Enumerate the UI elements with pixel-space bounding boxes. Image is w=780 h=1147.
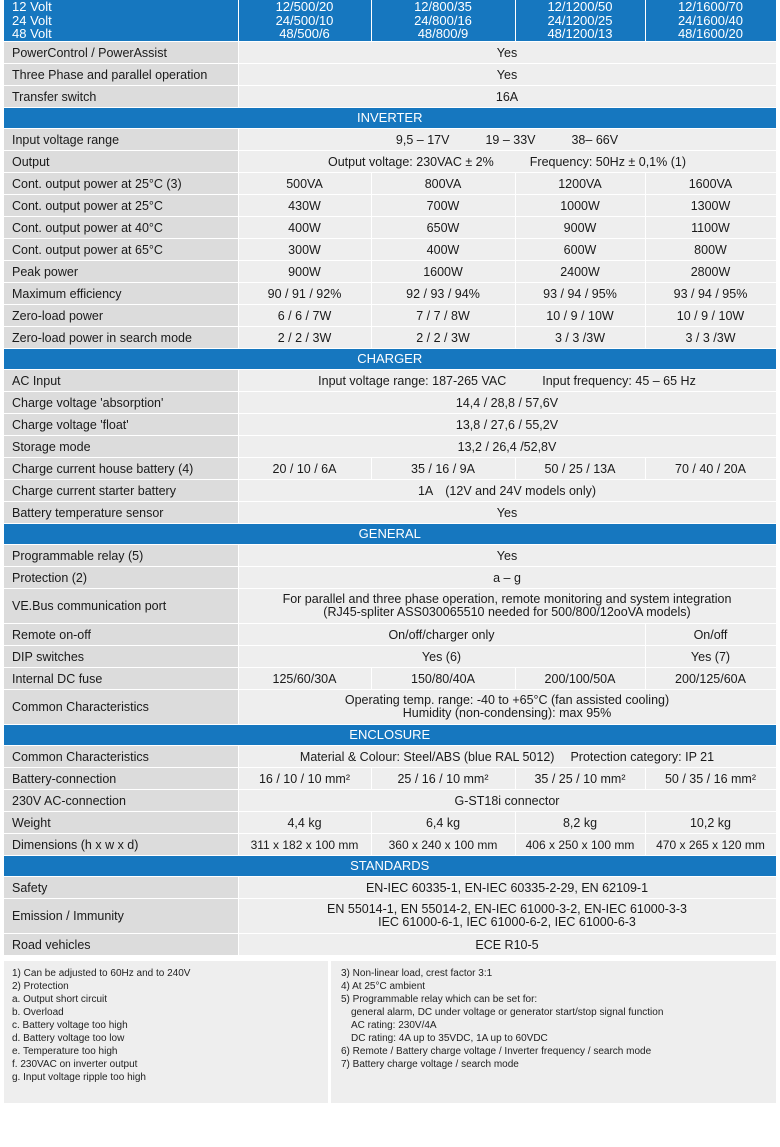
row-label: Internal DC fuse [4,668,238,690]
row-value: EN-IEC 60335-1, EN-IEC 60335-2-29, EN 62109-1 [238,877,776,899]
cell: 70 / 40 / 20A [645,458,776,480]
cell: 1600W [371,261,515,283]
cell: On/off [645,624,776,646]
table-row [4,690,776,725]
footnotes [4,961,776,1103]
row-value: 16A [238,86,776,108]
section-header-inverter: INVERTER [4,108,776,129]
table-row [4,934,776,956]
footnote: 3) Non-linear load, crest factor 3:1 [341,968,493,979]
footnote: 2) Protection [12,981,69,992]
table-row [4,646,776,668]
table-row [4,624,776,646]
table-row [4,173,776,195]
table-row [4,392,776,414]
cell: 360 x 240 x 100 mm [371,834,515,856]
footnotes-left [4,961,328,1103]
table-row [4,195,776,217]
footnote: DC rating: 4A up to 35VDC, 1A up to 60VDC [351,1033,548,1044]
row-label: 230V AC-connection [4,790,238,812]
row-label: Programmable relay (5) [4,545,238,567]
cell: 125/60/30A [238,668,371,690]
cell: 800VA [371,173,515,195]
spec-table [4,0,777,956]
footnote: c. Battery voltage too high [12,1020,128,1031]
table-row [4,42,776,64]
table-row [4,458,776,480]
cell: 1000W [515,195,645,217]
cell: 16 / 10 / 10 mm² [238,768,371,790]
table-row [4,283,776,305]
row-value: Material & Colour: Steel/ABS (blue RAL 5012) Protection category: IP 21 [238,746,776,768]
table-row [4,567,776,589]
cell: 6,4 kg [371,812,515,834]
section-header-charger: CHARGER [4,349,776,370]
cell: 20 / 10 / 6A [238,458,371,480]
row-value: G-ST18i connector [238,790,776,812]
table-row [4,436,776,458]
table-row [4,64,776,86]
cell: 200/100/50A [515,668,645,690]
row-value: Input voltage range: 187-265 VAC Input frequency: 45 – 65 Hz [238,370,776,392]
cell: 1200VA [515,173,645,195]
cell: 2 / 2 / 3W [238,327,371,349]
cell: 1100W [645,217,776,239]
cell: 92 / 93 / 94% [371,283,515,305]
footnote: 1) Can be adjusted to 60Hz and to 240V [12,968,191,979]
table-row [4,545,776,567]
row-value: Yes [238,545,776,567]
footnote: 4) At 25°C ambient [341,981,426,992]
table-row [4,86,776,108]
cell: 8,2 kg [515,812,645,834]
cell: 3 / 3 /3W [515,327,645,349]
table-row [4,790,776,812]
cell: 10,2 kg [645,812,776,834]
cell: 900W [515,217,645,239]
cell: Yes (6) [238,646,645,668]
table-row [4,370,776,392]
model-1600: 12/1600/70 24/1600/40 48/1600/20 [645,0,776,42]
footnote: g. Input voltage ripple too high [12,1072,146,1083]
row-value: 9,5 – 17V 19 – 33V 38– 66V [238,129,776,151]
cell: 150/80/40A [371,668,515,690]
table-row [4,834,776,856]
row-label: Maximum efficiency [4,283,238,305]
row-label: Three Phase and parallel operation [4,64,238,86]
cell: 400W [371,239,515,261]
cell: Yes (7) [645,646,776,668]
table-row [4,768,776,790]
footnote: general alarm, DC under voltage or generator start/stop signal function [351,1007,664,1018]
cell: 25 / 16 / 10 mm² [371,768,515,790]
cell: 2 / 2 / 3W [371,327,515,349]
row-label: Cont. output power at 40°C [4,217,238,239]
row-label: Zero-load power [4,305,238,327]
model-header-row [4,0,776,42]
table-row [4,502,776,524]
footnote: f. 230VAC on inverter output [12,1059,138,1070]
cell: 500VA [238,173,371,195]
row-label: Charge voltage 'float' [4,414,238,436]
row-value: Yes [238,502,776,524]
table-row [4,668,776,690]
row-value: 14,4 / 28,8 / 57,6V [238,392,776,414]
row-label: Protection (2) [4,567,238,589]
section-header-enclosure: ENCLOSURE [4,725,776,746]
cell: 35 / 25 / 10 mm² [515,768,645,790]
model-800: 12/800/35 24/800/16 48/800/9 [371,0,515,42]
cell: 6 / 6 / 7W [238,305,371,327]
row-value: a – g [238,567,776,589]
cell: 600W [515,239,645,261]
cell: 1300W [645,195,776,217]
cell: 700W [371,195,515,217]
row-label: Battery-connection [4,768,238,790]
row-label: Safety [4,877,238,899]
footnote: 5) Programmable relay which can be set for: [341,994,538,1005]
cell: 93 / 94 / 95% [515,283,645,305]
cell: 4,4 kg [238,812,371,834]
cell: 200/125/60A [645,668,776,690]
row-label: Input voltage range [4,129,238,151]
row-label: Emission / Immunity [4,899,238,934]
table-row [4,327,776,349]
footnote: AC rating: 230V/4A [351,1020,437,1031]
row-label: VE.Bus communication port [4,589,238,624]
row-label: Dimensions (h x w x d) [4,834,238,856]
row-value: 1A (12V and 24V models only) [238,480,776,502]
model-500: 12/500/20 24/500/10 48/500/6 [238,0,371,42]
footnote: a. Output short circuit [12,994,108,1005]
row-label: Remote on-off [4,624,238,646]
row-label: DIP switches [4,646,238,668]
cell: 1600VA [645,173,776,195]
cell: 93 / 94 / 95% [645,283,776,305]
table-row [4,899,776,934]
cell: 90 / 91 / 92% [238,283,371,305]
row-value: Yes [238,42,776,64]
cell: 50 / 25 / 13A [515,458,645,480]
table-row [4,151,776,173]
cell: 311 x 182 x 100 mm [238,834,371,856]
table-row [4,217,776,239]
cell: On/off/charger only [238,624,645,646]
row-label: AC Input [4,370,238,392]
row-value: Output voltage: 230VAC ± 2% Frequency: 50Hz ± 0,1% (1) [238,151,776,173]
row-label: Output [4,151,238,173]
footnote: 7) Battery charge voltage / search mode [341,1059,519,1070]
row-value: 13,2 / 26,4 /52,8V [238,436,776,458]
row-label: Charge current house battery (4) [4,458,238,480]
footnote: 6) Remote / Battery charge voltage / Inverter frequency / search mode [341,1046,652,1057]
table-row [4,305,776,327]
cell: 7 / 7 / 8W [371,305,515,327]
cell: 2400W [515,261,645,283]
row-label: Cont. output power at 25°C [4,195,238,217]
model-1200: 12/1200/50 24/1200/25 48/1200/13 [515,0,645,42]
row-label: Battery temperature sensor [4,502,238,524]
row-label: Zero-load power in search mode [4,327,238,349]
section-header-standards: STANDARDS [4,856,776,877]
cell: 300W [238,239,371,261]
cell: 2800W [645,261,776,283]
row-label: Common Characteristics [4,746,238,768]
table-row [4,261,776,283]
row-value: For parallel and three phase operation, remote monitoring and system integration (RJ45-spliter ASS030065510 needed for 500/800/12ooVA models) [238,589,776,624]
row-value: EN 55014-1, EN 55014-2, EN-IEC 61000-3-2, EN-IEC 61000-3-3 IEC 61000-6-1, IEC 61000-6-2, IEC 61000-6-3 [238,899,776,934]
cell: 10 / 9 / 10W [645,305,776,327]
row-label: Transfer switch [4,86,238,108]
row-label: Charge voltage 'absorption' [4,392,238,414]
row-label: Weight [4,812,238,834]
spec-sheet [4,0,776,1103]
footnotes-right [330,961,776,1103]
cell: 430W [238,195,371,217]
row-value: Yes [238,64,776,86]
table-row [4,480,776,502]
row-value: 13,8 / 27,6 / 55,2V [238,414,776,436]
cell: 400W [238,217,371,239]
row-value: Operating temp. range: -40 to +65°C (fan assisted cooling) Humidity (non-condensing): max 95% [238,690,776,725]
table-row [4,589,776,624]
row-label: Cont. output power at 65°C [4,239,238,261]
cell: 3 / 3 /3W [645,327,776,349]
row-label: Storage mode [4,436,238,458]
table-row [4,239,776,261]
table-row [4,812,776,834]
table-row [4,877,776,899]
row-label: Peak power [4,261,238,283]
footnote: b. Overload [12,1007,64,1018]
cell: 650W [371,217,515,239]
row-label: PowerControl / PowerAssist [4,42,238,64]
row-value: ECE R10-5 [238,934,776,956]
table-row [4,746,776,768]
cell: 406 x 250 x 100 mm [515,834,645,856]
cell: 10 / 9 / 10W [515,305,645,327]
row-label: Charge current starter battery [4,480,238,502]
voltage-labels: 12 Volt 24 Volt 48 Volt [4,0,238,42]
table-row [4,129,776,151]
cell: 900W [238,261,371,283]
row-label: Cont. output power at 25°C (3) [4,173,238,195]
footnote: d. Battery voltage too low [12,1033,125,1044]
footnote: e. Temperature too high [12,1046,118,1057]
row-label: Road vehicles [4,934,238,956]
table-row [4,414,776,436]
row-label: Common Characteristics [4,690,238,725]
cell: 35 / 16 / 9A [371,458,515,480]
section-header-general: GENERAL [4,524,776,545]
cell: 50 / 35 / 16 mm² [645,768,776,790]
cell: 470 x 265 x 120 mm [645,834,776,856]
cell: 800W [645,239,776,261]
